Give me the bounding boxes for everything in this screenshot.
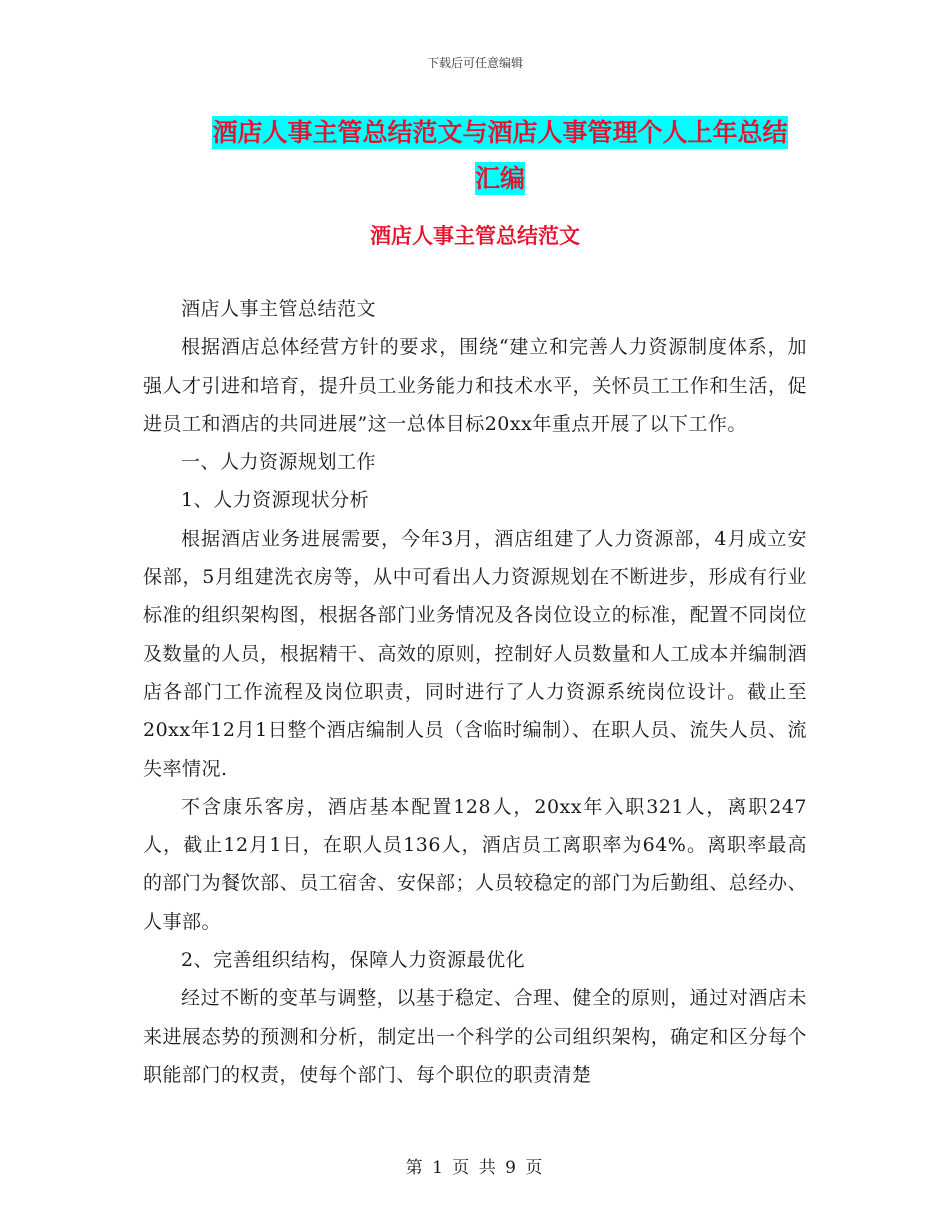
document-title — [160, 110, 840, 202]
paragraph: 不含康乐客房，酒店基本配置128人，20xx年入职321人，离职247人，截止12月1日，在职人员136人，酒店员工离职率为64%。离职率最高的部门为餐饮部、员工宿舍、安保部；人员较稳定的部门为后勤组、总经办、人事部。 — [143, 795, 807, 933]
header-note: 下载后可任意编辑 — [426, 56, 523, 70]
paragraph: 1、人力资源现状分析 — [181, 489, 370, 512]
paragraph: 一、人力资源规划工作 — [181, 451, 377, 474]
section-title: 酒店人事主管总结范文 — [370, 223, 580, 248]
paragraph: 根据酒店总体经营方针的要求，围绕“建立和完善人力资源制度体系，加强人才引进和培育，提升员工业务能力和技术水平，关怀员工工作和生活，促进员工和酒店的共同进展”这一总体目标20xx年重点开展了以下工作。 — [143, 336, 807, 435]
paragraph: 酒店人事主管总结范文 — [181, 298, 377, 320]
paragraph: 根据酒店业务进展需要，今年3月，酒店组建了人力资源部，4月成立安保部，5月组建洗衣房等，从中可看出人力资源规划在不断进步，形成有行业标准的组织架构图，根据各部门业务情况及各岗位设立的标准，配置不同岗位及数量的人员，根据精干、高效的原则，控制好人员数量和人工成本并编制酒店各部门工作流程及岗位职责，同时进行了人力资源系统岗位设计。截止至20xx年12月1日整个酒店编制人员（含临时编制）、在职人员、流失人员、流失率情况. — [143, 527, 807, 780]
page-footer: 第 1 页 共 9 页 — [405, 1158, 545, 1178]
body-text — [143, 290, 807, 1094]
paragraph: 经过不断的变革与调整，以基于稳定、合理、健全的原则，通过对酒店未来进展态势的预测和分析，制定出一个科学的公司组织架构，确定和区分每个职能部门的权责，使每个部门、每个职位的职责清楚 — [143, 987, 807, 1086]
document-title-line-2: 汇编 — [474, 164, 525, 193]
paragraph: 2、完善组织结构，保障人力资源最优化 — [181, 949, 526, 972]
document-title-line-1: 酒店人事主管总结范文与酒店人事管理个人上年总结 — [212, 118, 788, 147]
